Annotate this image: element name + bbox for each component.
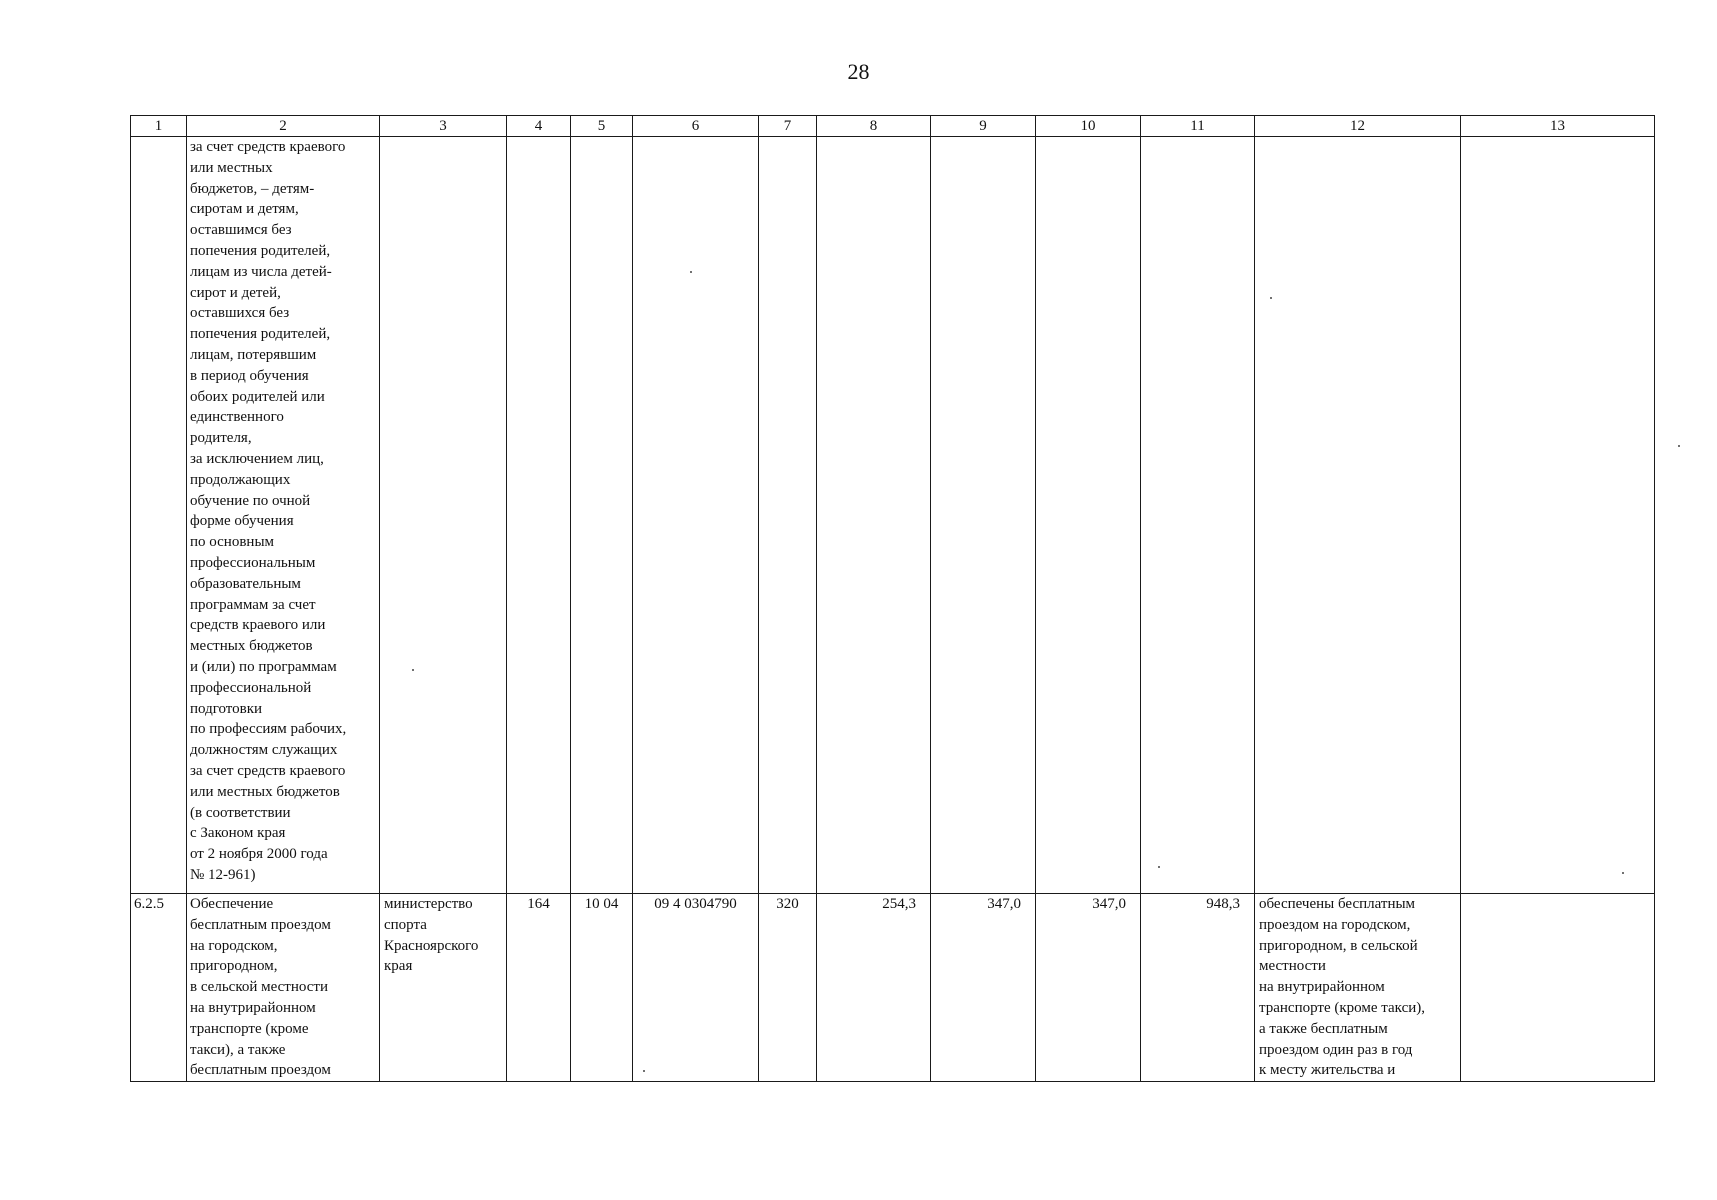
grbs-code-cell [507, 137, 571, 894]
column-header: 2 [187, 116, 380, 137]
column-header: 5 [571, 116, 633, 137]
value-cell [931, 137, 1036, 894]
column-header: 3 [380, 116, 507, 137]
page-number: 28 [847, 59, 870, 84]
header-row [131, 116, 1655, 137]
expense-type-cell: 320 [759, 894, 817, 1082]
column-header: 6 [633, 116, 759, 137]
target-code-cell [633, 137, 759, 894]
scan-speck [1270, 297, 1272, 299]
description-cell: Обеспечение бесплатным проездом на городском, пригородном, в сельской местности на внутрирайонном транспорте (кроме такси), а также бесплатным проездом [187, 894, 380, 1082]
value-cell [817, 137, 931, 894]
executor-cell [380, 137, 507, 894]
value-cell: 347,0 [1036, 894, 1141, 1082]
description-cell: за счет средств краевого или местных бюджетов, – детям- сиротам и детям, оставшимся без попечения родителей, лицам из числа детей- сирот и детей, оставшихся без попечения родителей, лицам, потерявшим в период обучения обоих родителей или единственного родителя, за исключением лиц, продолжающих обучение по очной форме обучения по основным профессиональным образовательным программам за счет средств краевого или местных бюджетов и (или) по программам профессиональной подготовки по профессиям рабочих, должностям служащих за счет средств краевого или местных бюджетов (в соответствии с Законом края от 2 ноября 2000 года № 12-961) [187, 137, 380, 894]
scan-speck [1622, 872, 1624, 874]
row-number-cell: 6.2.5 [131, 894, 187, 1082]
value-cell: 948,3 [1141, 894, 1255, 1082]
budget-table [130, 115, 1655, 1082]
scan-speck [643, 1070, 645, 1072]
empty-cell [1461, 894, 1655, 1082]
table-row [131, 137, 1655, 894]
grbs-code-cell: 164 [507, 894, 571, 1082]
column-header: 10 [1036, 116, 1141, 137]
scan-speck [1678, 445, 1680, 447]
section-code-cell [571, 137, 633, 894]
scan-speck [690, 271, 692, 273]
value-cell: 347,0 [931, 894, 1036, 1082]
row-number-cell [131, 137, 187, 894]
section-code-cell: 10 04 [571, 894, 633, 1082]
column-header: 12 [1255, 116, 1461, 137]
result-cell: обеспечены бесплатным проездом на городском, пригородном, в сельской местности на внутрирайонном транспорте (кроме такси), а также бесплатным проездом один раз в год к месту жительства и [1255, 894, 1461, 1082]
expense-type-cell [759, 137, 817, 894]
table-row [131, 894, 1655, 1082]
column-header: 8 [817, 116, 931, 137]
column-header: 7 [759, 116, 817, 137]
target-code-cell: 09 4 0304790 [633, 894, 759, 1082]
column-header: 1 [131, 116, 187, 137]
executor-cell: министерство спорта Красноярского края [380, 894, 507, 1082]
value-cell [1036, 137, 1141, 894]
scan-speck [412, 669, 414, 671]
empty-cell [1461, 137, 1655, 894]
result-cell [1255, 137, 1461, 894]
column-header: 13 [1461, 116, 1655, 137]
column-header: 9 [931, 116, 1036, 137]
column-header: 11 [1141, 116, 1255, 137]
value-cell [1141, 137, 1255, 894]
value-cell: 254,3 [817, 894, 931, 1082]
column-header: 4 [507, 116, 571, 137]
scan-speck [1158, 866, 1160, 868]
